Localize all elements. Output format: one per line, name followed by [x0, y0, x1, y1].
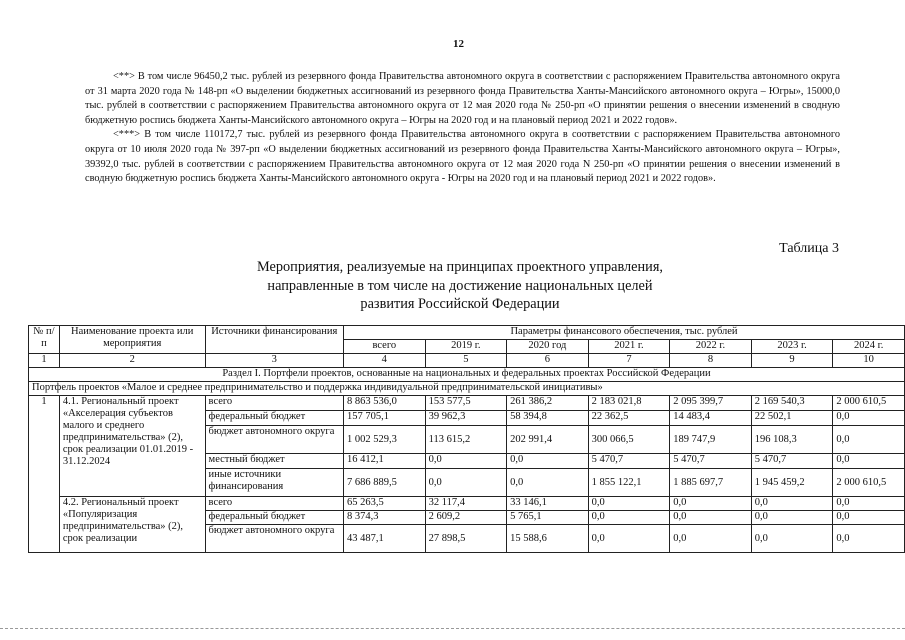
header-source: Источники финансирования — [205, 326, 343, 354]
table-title-line: развития Российской Федерации — [360, 296, 560, 312]
value-cell: 1 945 459,2 — [751, 469, 833, 497]
value-cell: 2 183 021,8 — [588, 396, 670, 411]
value-cell: 58 394,8 — [507, 411, 589, 426]
value-cell: 0,0 — [670, 525, 752, 553]
header-col: всего — [344, 340, 426, 354]
source-cell: федеральный бюджет — [205, 411, 343, 426]
col-number: 10 — [833, 354, 905, 368]
table-row — [29, 497, 905, 511]
value-cell: 0,0 — [833, 426, 905, 454]
source-cell: всего — [205, 497, 343, 511]
value-cell: 0,0 — [833, 411, 905, 426]
value-cell: 0,0 — [507, 454, 589, 469]
value-cell: 22 362,5 — [588, 411, 670, 426]
value-cell: 0,0 — [833, 525, 905, 553]
table-label: Таблица 3 — [779, 241, 839, 256]
value-cell: 2 000 610,5 — [833, 469, 905, 497]
value-cell: 189 747,9 — [670, 426, 752, 454]
col-number: 4 — [344, 354, 426, 368]
col-number: 1 — [29, 354, 60, 368]
value-cell: 33 146,1 — [507, 497, 589, 511]
value-cell: 15 588,6 — [507, 525, 589, 553]
col-number: 6 — [507, 354, 589, 368]
value-cell: 0,0 — [833, 511, 905, 525]
value-cell: 196 108,3 — [751, 426, 833, 454]
header-num: № п/п — [29, 326, 60, 354]
value-cell: 2 169 540,3 — [751, 396, 833, 411]
source-cell: местный бюджет — [205, 454, 343, 469]
footnote-triple-asterisk: <***> В том числе 110172,7 тыс. рублей из резервного фонда Правительства автономного округа в соответствии с распоряжением Правительства автономного округа от 10 июля 2020 года № 397-рп «О выделении бюджетных ассигнований из резервного фонда Правительства Ханты-Мансийского автономного округа – Югры», 39392,0 тыс. рублей в соответствии с распоряжением Правительства автономного округа от 12 мая 2020 года N 250-рп «О принятии решения о внесении изменений в сводную бюджетную роспись бюджета Ханты-Мансийского автономного округа - Югры на 2020 год и на плановый период 2021 и 2022 годов». — [85, 129, 840, 185]
value-cell: 300 066,5 — [588, 426, 670, 454]
value-cell: 2 095 399,7 — [670, 396, 752, 411]
value-cell: 202 991,4 — [507, 426, 589, 454]
value-cell: 1 855 122,1 — [588, 469, 670, 497]
value-cell: 0,0 — [670, 497, 752, 511]
row-number: 1 — [29, 396, 60, 553]
value-cell: 22 502,1 — [751, 411, 833, 426]
value-cell: 1 885 697,7 — [670, 469, 752, 497]
footnotes — [85, 70, 840, 187]
col-number: 2 — [59, 354, 205, 368]
value-cell: 27 898,5 — [425, 525, 507, 553]
value-cell: 0,0 — [507, 469, 589, 497]
value-cell: 5 765,1 — [507, 511, 589, 525]
header-params: Параметры финансового обеспечения, тыс. рублей — [344, 326, 905, 340]
value-cell: 2 000 610,5 — [833, 396, 905, 411]
value-cell: 0,0 — [588, 497, 670, 511]
col-number: 9 — [751, 354, 833, 368]
value-cell: 0,0 — [588, 525, 670, 553]
value-cell: 0,0 — [833, 497, 905, 511]
value-cell: 0,0 — [425, 469, 507, 497]
value-cell: 8 374,3 — [344, 511, 426, 525]
value-cell: 153 577,5 — [425, 396, 507, 411]
scan-edge — [0, 628, 905, 629]
value-cell: 7 686 889,5 — [344, 469, 426, 497]
value-cell: 0,0 — [670, 511, 752, 525]
page-number: 12 — [453, 38, 464, 50]
value-cell: 39 962,3 — [425, 411, 507, 426]
value-cell: 32 117,4 — [425, 497, 507, 511]
column-number-row — [29, 354, 905, 368]
value-cell: 8 863 536,0 — [344, 396, 426, 411]
source-cell: иные источники финансирования — [205, 469, 343, 497]
project-name: 4.1. Региональный проект «Акселерация субъектов малого и среднего предпринимательства» (2), срок реализации 01.01.2019 - 31.12.2024 — [59, 396, 205, 497]
header-col: 2021 г. — [588, 340, 670, 354]
source-cell: бюджет автономного округа — [205, 525, 343, 553]
header-col: 2019 г. — [425, 340, 507, 354]
value-cell: 0,0 — [588, 511, 670, 525]
col-number: 8 — [670, 354, 752, 368]
value-cell: 5 470,7 — [670, 454, 752, 469]
value-cell: 157 705,1 — [344, 411, 426, 426]
table-title-line: Мероприятия, реализуемые на принципах проектного управления, — [257, 259, 663, 275]
value-cell: 113 615,2 — [425, 426, 507, 454]
project-name: 4.2. Региональный проект «Популяризация предпринимательства» (2), срок реализации — [59, 497, 205, 553]
header-col: 2023 г. — [751, 340, 833, 354]
header-col: 2024 г. — [833, 340, 905, 354]
footnote-double-asterisk: <**> В том числе 96450,2 тыс. рублей из резервного фонда Правительства автономного округа в соответствии с распоряжением Правительства автономного округа от 31 марта 2020 года № 148-рп «О выделении бюджетных ассигнований из резервного фонда Правительства Ханты-Мансийского автономного округа – Югры», 15000,0 тыс. рублей в соответствии с распоряжением Правительства автономного округа от 12 мая 2020 года № 250-рп «О принятии решения о внесении изменений в сводную бюджетную роспись бюджета Ханты-Мансийского автономного округа – Югры на 2020 год и на плановый период 2021 и 2022 годов». — [85, 71, 840, 126]
value-cell: 5 470,7 — [751, 454, 833, 469]
financing-table — [28, 325, 905, 553]
col-number: 5 — [425, 354, 507, 368]
value-cell: 1 002 529,3 — [344, 426, 426, 454]
value-cell: 0,0 — [751, 511, 833, 525]
value-cell: 0,0 — [425, 454, 507, 469]
header-col: 2022 г. — [670, 340, 752, 354]
table-row — [29, 396, 905, 411]
value-cell: 261 386,2 — [507, 396, 589, 411]
header-name: Наименование проекта или мероприятия — [59, 326, 205, 354]
value-cell: 65 263,5 — [344, 497, 426, 511]
value-cell: 5 470,7 — [588, 454, 670, 469]
header-col: 2020 год — [507, 340, 589, 354]
source-cell: бюджет автономного округа — [205, 426, 343, 454]
source-cell: всего — [205, 396, 343, 411]
value-cell: 0,0 — [751, 497, 833, 511]
source-cell: федеральный бюджет — [205, 511, 343, 525]
col-number: 3 — [205, 354, 343, 368]
value-cell: 16 412,1 — [344, 454, 426, 469]
table-title-line: направленные в том числе на достижение национальных целей — [267, 277, 653, 294]
value-cell: 0,0 — [751, 525, 833, 553]
value-cell: 14 483,4 — [670, 411, 752, 426]
value-cell: 2 609,2 — [425, 511, 507, 525]
table-title — [210, 258, 710, 314]
value-cell: 0,0 — [833, 454, 905, 469]
col-number: 7 — [588, 354, 670, 368]
value-cell: 43 487,1 — [344, 525, 426, 553]
portfolio-title: Портфель проектов «Малое и среднее предпринимательство и поддержка индивидуальной предпринимательской инициативы» — [29, 382, 905, 396]
section-title: Раздел I. Портфели проектов, основанные на национальных и федеральных проектах Российской Федерации — [29, 368, 905, 382]
